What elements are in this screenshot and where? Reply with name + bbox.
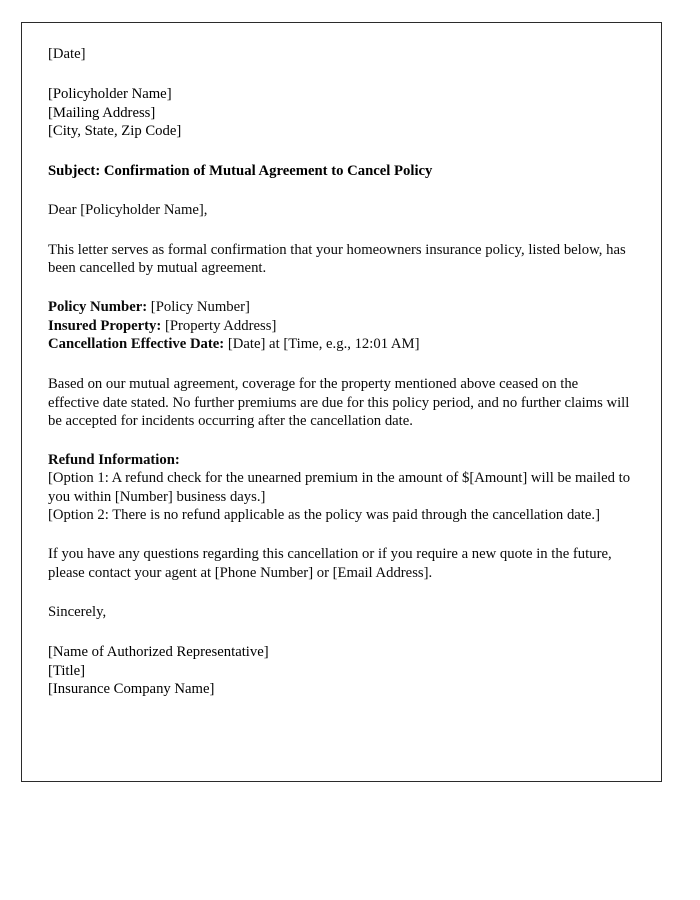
insured-property-row xyxy=(48,317,631,335)
policy-number-value: [Policy Number] xyxy=(150,299,250,316)
contact-paragraph: If you have any questions regarding this cancellation or if you require a new quote in the future, please contact your agent at [Phone Number] or [Email Address]. xyxy=(48,546,612,581)
intro-paragraph: This letter serves as formal confirmation that your homeowners insurance policy, listed below, has been cancelled by mutual agreement. xyxy=(48,241,626,277)
insured-property-label: Insured Property: xyxy=(48,317,162,334)
signature-block xyxy=(48,643,631,698)
cancellation-effective-date-value: [Date] at [Time, e.g., 12:01 AM] xyxy=(227,335,420,352)
recipient-mailing-address: [Mailing Address] xyxy=(48,104,156,121)
signature-name: [Name of Authorized Representative] xyxy=(48,644,269,661)
policy-details-block xyxy=(48,298,631,353)
date-line: [Date] xyxy=(48,46,86,62)
signature-company: [Insurance Company Name] xyxy=(48,680,215,697)
policy-number-row xyxy=(48,298,631,316)
subject-line: Subject: Confirmation of Mutual Agreement to Cancel Policy xyxy=(48,163,433,180)
refund-option-2: [Option 2: There is no refund applicable as the policy was paid through the cancellation date.] xyxy=(48,507,600,524)
closing-salutation: Sincerely, xyxy=(48,603,107,620)
salutation: Dear [Policyholder Name], xyxy=(48,202,208,219)
letter-page xyxy=(21,22,662,782)
letter-body xyxy=(48,45,631,698)
coverage-paragraph: Based on our mutual agreement, coverage for the property mentioned above ceased on the effective date stated. No further premiums are due for this policy period, and no further claims will be accepted for incidents occurring after the cancellation date. xyxy=(48,376,630,429)
cancellation-effective-date-row xyxy=(48,335,631,353)
refund-information-heading: Refund Information: xyxy=(48,452,180,469)
signature-title: [Title] xyxy=(48,662,85,679)
recipient-name: [Policyholder Name] xyxy=(48,86,172,103)
policy-number-label: Policy Number: xyxy=(48,299,148,316)
refund-information-block xyxy=(48,451,631,524)
recipient-city-state-zip: [City, State, Zip Code] xyxy=(48,122,182,139)
refund-option-1: [Option 1: A refund check for the unearned premium in the amount of $[Amount] will be mailed to you within [Number] business days.] xyxy=(48,470,631,505)
cancellation-effective-date-label: Cancellation Effective Date: xyxy=(48,335,225,352)
insured-property-value: [Property Address] xyxy=(164,317,277,334)
recipient-address-block xyxy=(48,85,631,140)
